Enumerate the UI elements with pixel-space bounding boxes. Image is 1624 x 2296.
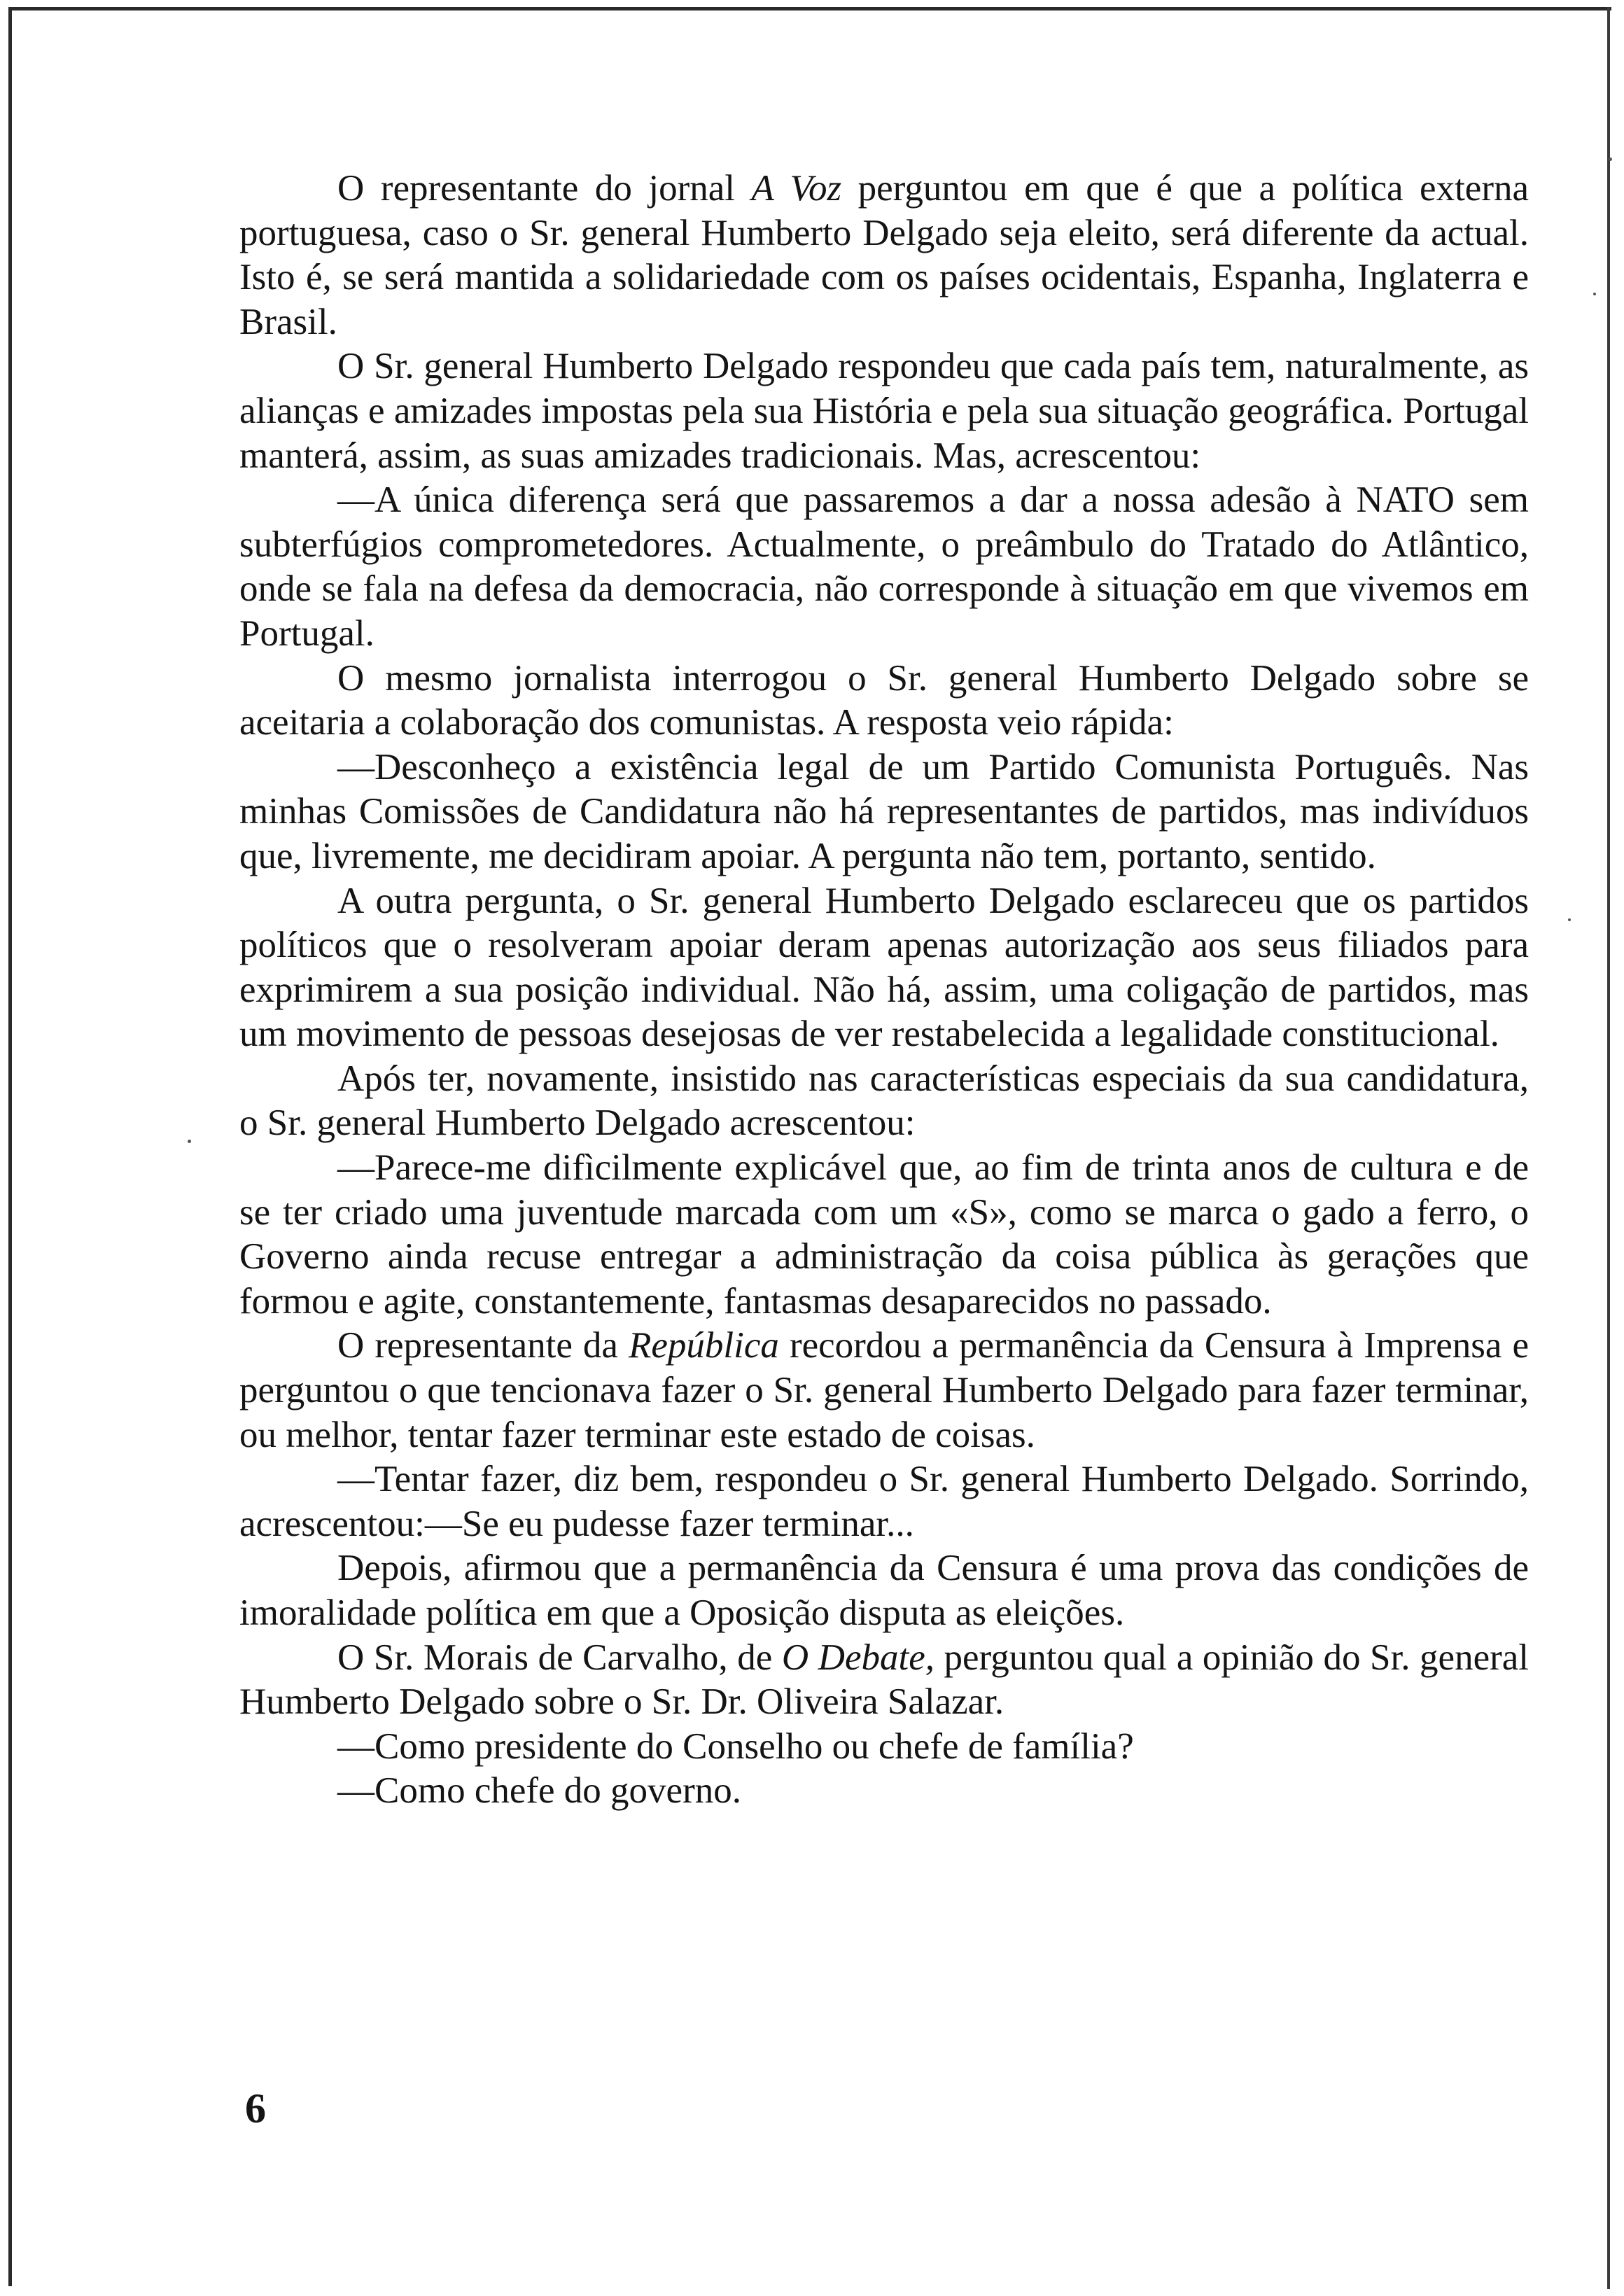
page-edge [1607,7,1610,2289]
paragraph: O representante da República recordou a permanência da Censura à Imprensa e perguntou o que tencionava fazer o Sr. general Humberto Delgado para fazer terminar, ou melhor, tentar fazer terminar este estado de coisas. [239,1325,1529,1455]
paragraph: —Tentar fazer, diz bem, respondeu o Sr. general Humberto Delgado. Sorrindo, acrescentou:—Se eu pudesse fazer terminar... [239,1459,1529,1544]
paragraph: —Parece-me difìcilmente explicável que, ao fim de trinta anos de cultura e de se ter criado uma juventude marcada com um «S», como se marca o gado a ferro, o Governo ainda recuse entregar a administração da coisa pública às gerações que formou e agite, constantemente, fantasmas desaparecidos no passado. [239,1147,1529,1322]
newspaper-name: A Voz [751,168,842,209]
scan-speck [1593,293,1596,295]
scan-speck [1609,158,1612,161]
paragraph: —Como presidente do Conselho ou chefe de família? [337,1726,1134,1767]
paragraph: Depois, afirmou que a permanência da Censura é uma prova das condições de imoralidade política em que a Oposição disputa as eleições. [239,1548,1529,1633]
paragraph: O Sr. Morais de Carvalho, de O Debate, perguntou qual a opinião do Sr. general Humberto Delgado sobre o Sr. Dr. Oliveira Salazar. [239,1637,1529,1723]
scan-speck [188,1140,191,1143]
page-number: 6 [245,2085,266,2132]
paragraph: O representante do jornal A Voz perguntou em que é que a política externa portuguesa, caso o Sr. general Humberto Delgado seja eleito, será diferente da actual. Isto é, se será mantida a solidariedade com os países ocidentais, Espanha, Inglaterra e Brasil. [239,168,1529,342]
paragraph: O Sr. general Humberto Delgado respondeu que cada país tem, naturalmente, as alianças e amizades impostas pela sua História e pela sua situação geográfica. Portugal manterá, assim, as suas amizades tradicionais. Mas, acrescentou: [239,346,1529,476]
paragraph: Após ter, novamente, insistido nas características especiais da sua candidatura, o Sr. general Humberto Delgado acrescentou: [239,1058,1529,1144]
paragraph: O mesmo jornalista interrogou o Sr. general Humberto Delgado sobre se aceitaria a colaboração dos comunistas. A resposta veio rápida: [239,657,1529,743]
paragraph: —Desconheço a existência legal de um Partido Comunista Português. Nas minhas Comissões de Candidatura não há representantes de partidos, mas indivíduos que, livremente, me decidiram apoiar. A pergunta não tem, portanto, sentido. [239,746,1529,876]
newspaper-name: República [629,1325,779,1366]
paragraph: —Como chefe do governo. [337,1770,741,1812]
paragraph: A outra pergunta, o Sr. general Humberto Delgado esclareceu que os partidos políticos que o resolveram apoiar deram apenas autorização aos seus filiados para exprimirem a sua posição individual. Não há, assim, uma coligação de partidos, mas um movimento de pessoas desejosas de ver restabelecida a legalidade constitucional. [239,880,1529,1055]
article-text [239,167,1529,1814]
paragraph: —A única diferença será que passaremos a dar a nossa adesão à NATO sem subterfúgios comprometedores. Actualmente, o preâmbulo do Tratado do Atlântico, onde se fala na defesa da democracia, não corresponde à situação em que vivemos em Portugal. [239,479,1529,654]
newspaper-name: O Debate, [781,1637,934,1678]
scan-speck [1568,918,1571,921]
